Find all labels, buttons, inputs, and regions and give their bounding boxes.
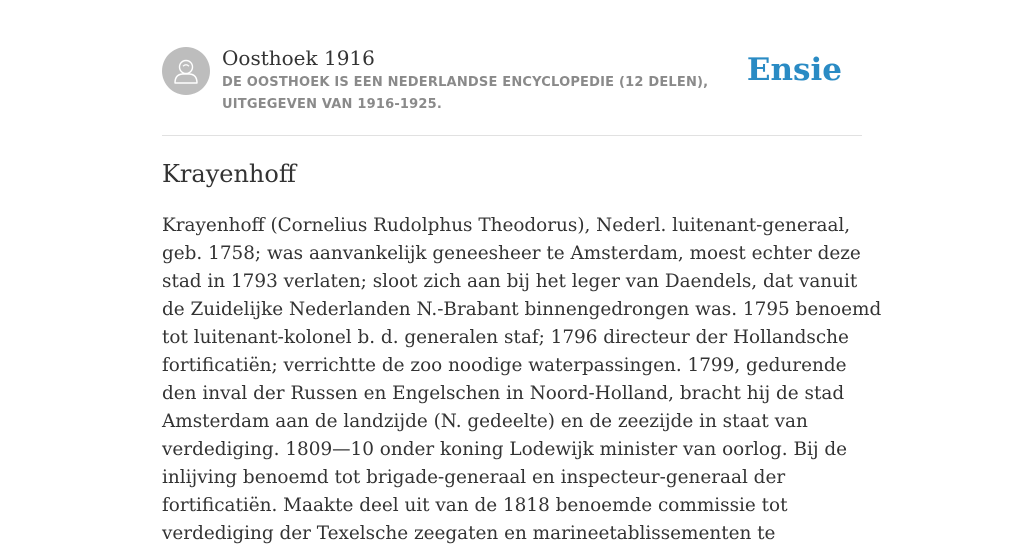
source-header bbox=[162, 44, 862, 136]
ensie-logo[interactable]: Ensie bbox=[746, 52, 842, 88]
source-info bbox=[222, 44, 762, 116]
article-body: Krayenhoff (Cornelius Rudolphus Theodorus), Nederl. luitenant-generaal, geb. 1758; was aanvankelijk geneesheer te Amsterdam, moest echter deze stad in 1793 verlaten; sloot zich aan bij het leger van Daendels, dat vanuit de Zuidelijke Nederlanden N.-Brabant binnengedrongen was. 1795 benoemd tot luitenant-kolonel b. d. generalen staf; 1796 directeur der Hollandsche fortificatiën; verrichtte de zoo noodige waterpassingen. 1799, gedurende den inval der Russen en Engelschen in Noord-Holland, bracht hij de stad Amsterdam aan de landzijde (N. gedeelte) en de zeezijde in staat van verdediging. 1809—10 onder koning Lodewijk minister van oorlog. Bij de inlijving benoemd tot brigade-generaal en inspecteur-generaal der fortificatiën. Maakte deel uit van de 1818 benoemde commissie tot verdediging der Texelsche zeegaten en marineetablissementen te bbox=[162, 215, 882, 544]
user-silhouette-icon[interactable] bbox=[162, 47, 210, 95]
article-title: Krayenhoff bbox=[162, 160, 296, 188]
source-description: DE OOSTHOEK IS EEN NEDERLANDSE ENCYCLOPEDIE (12 DELEN), UITGEGEVEN VAN 1916-1925. bbox=[222, 75, 709, 112]
source-title[interactable]: Oosthoek 1916 bbox=[222, 46, 375, 70]
